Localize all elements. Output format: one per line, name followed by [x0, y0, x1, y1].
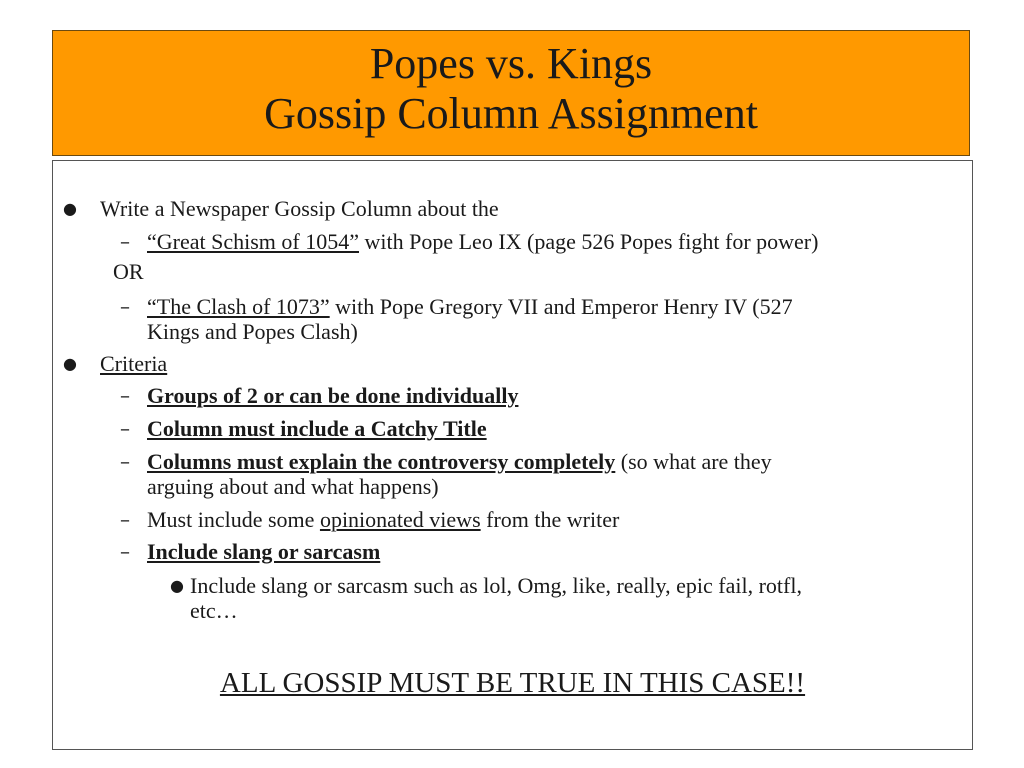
footer-text: ALL GOSSIP MUST BE TRUE IN THIS CASE!!	[219, 667, 806, 699]
criterion-controversy	[147, 449, 772, 474]
dash-icon: –	[120, 539, 130, 563]
or-label: OR	[113, 259, 144, 284]
criterion-title	[147, 416, 487, 441]
dash-icon: –	[120, 416, 130, 440]
clash-desc: with Pope Gregory VII and Emperor Henry IV (527	[329, 294, 793, 319]
bullet-dot-icon: ●	[170, 576, 184, 595]
criterion-controversy-cont: arguing about and what happens)	[147, 474, 439, 499]
criterion-opinion-pre: Must include some	[147, 507, 320, 532]
bullet-text: Write a Newspaper Gossip Column about the	[100, 196, 499, 221]
slang-examples-cont: etc…	[190, 598, 238, 623]
footer-note	[53, 666, 972, 700]
dash-icon: –	[120, 449, 130, 473]
criteria-heading	[100, 351, 167, 376]
title-line-2: Gossip Column Assignment	[264, 89, 758, 138]
criterion-opinion	[147, 507, 619, 532]
bullet-write-column	[100, 196, 499, 221]
dash-icon: –	[120, 383, 130, 407]
criterion-controversy-rest: (so what are they	[615, 449, 772, 474]
great-schism-desc: with Pope Leo IX (page 526 Popes fight for power)	[359, 229, 819, 254]
criterion-opinion-post: from the writer	[480, 507, 620, 532]
bullet-dot-icon: ●	[63, 354, 77, 373]
slang-examples: Include slang or sarcasm such as lol, Omg, like, really, epic fail, rotfl,	[190, 573, 802, 598]
clash-label: “The Clash of 1073”	[147, 294, 330, 319]
criterion-groups-text: Groups of 2 or can be done individually	[147, 383, 519, 408]
criterion-opinion-link: opinionated views	[319, 507, 481, 532]
criterion-controversy-bold: Columns must explain the controversy completely	[147, 449, 616, 474]
dash-icon: –	[120, 294, 130, 318]
title-banner	[52, 30, 970, 156]
great-schism-label: “Great Schism of 1054”	[147, 229, 359, 254]
dash-icon: –	[120, 229, 130, 253]
criterion-slang-text: Include slang or sarcasm	[147, 539, 381, 564]
sub-great-schism	[147, 229, 818, 254]
bullet-dot-icon: ●	[63, 199, 77, 218]
title-line-1: Popes vs. Kings	[369, 39, 653, 88]
criterion-title-text: Column must include a Catchy Title	[147, 416, 487, 441]
dash-icon: –	[120, 507, 130, 531]
clash-desc-cont: Kings and Popes Clash)	[147, 319, 358, 344]
criterion-slang	[147, 539, 380, 564]
content-panel	[52, 160, 973, 750]
criteria-label: Criteria	[100, 351, 168, 376]
sub-clash-1073	[147, 294, 793, 319]
criterion-groups	[147, 383, 518, 408]
